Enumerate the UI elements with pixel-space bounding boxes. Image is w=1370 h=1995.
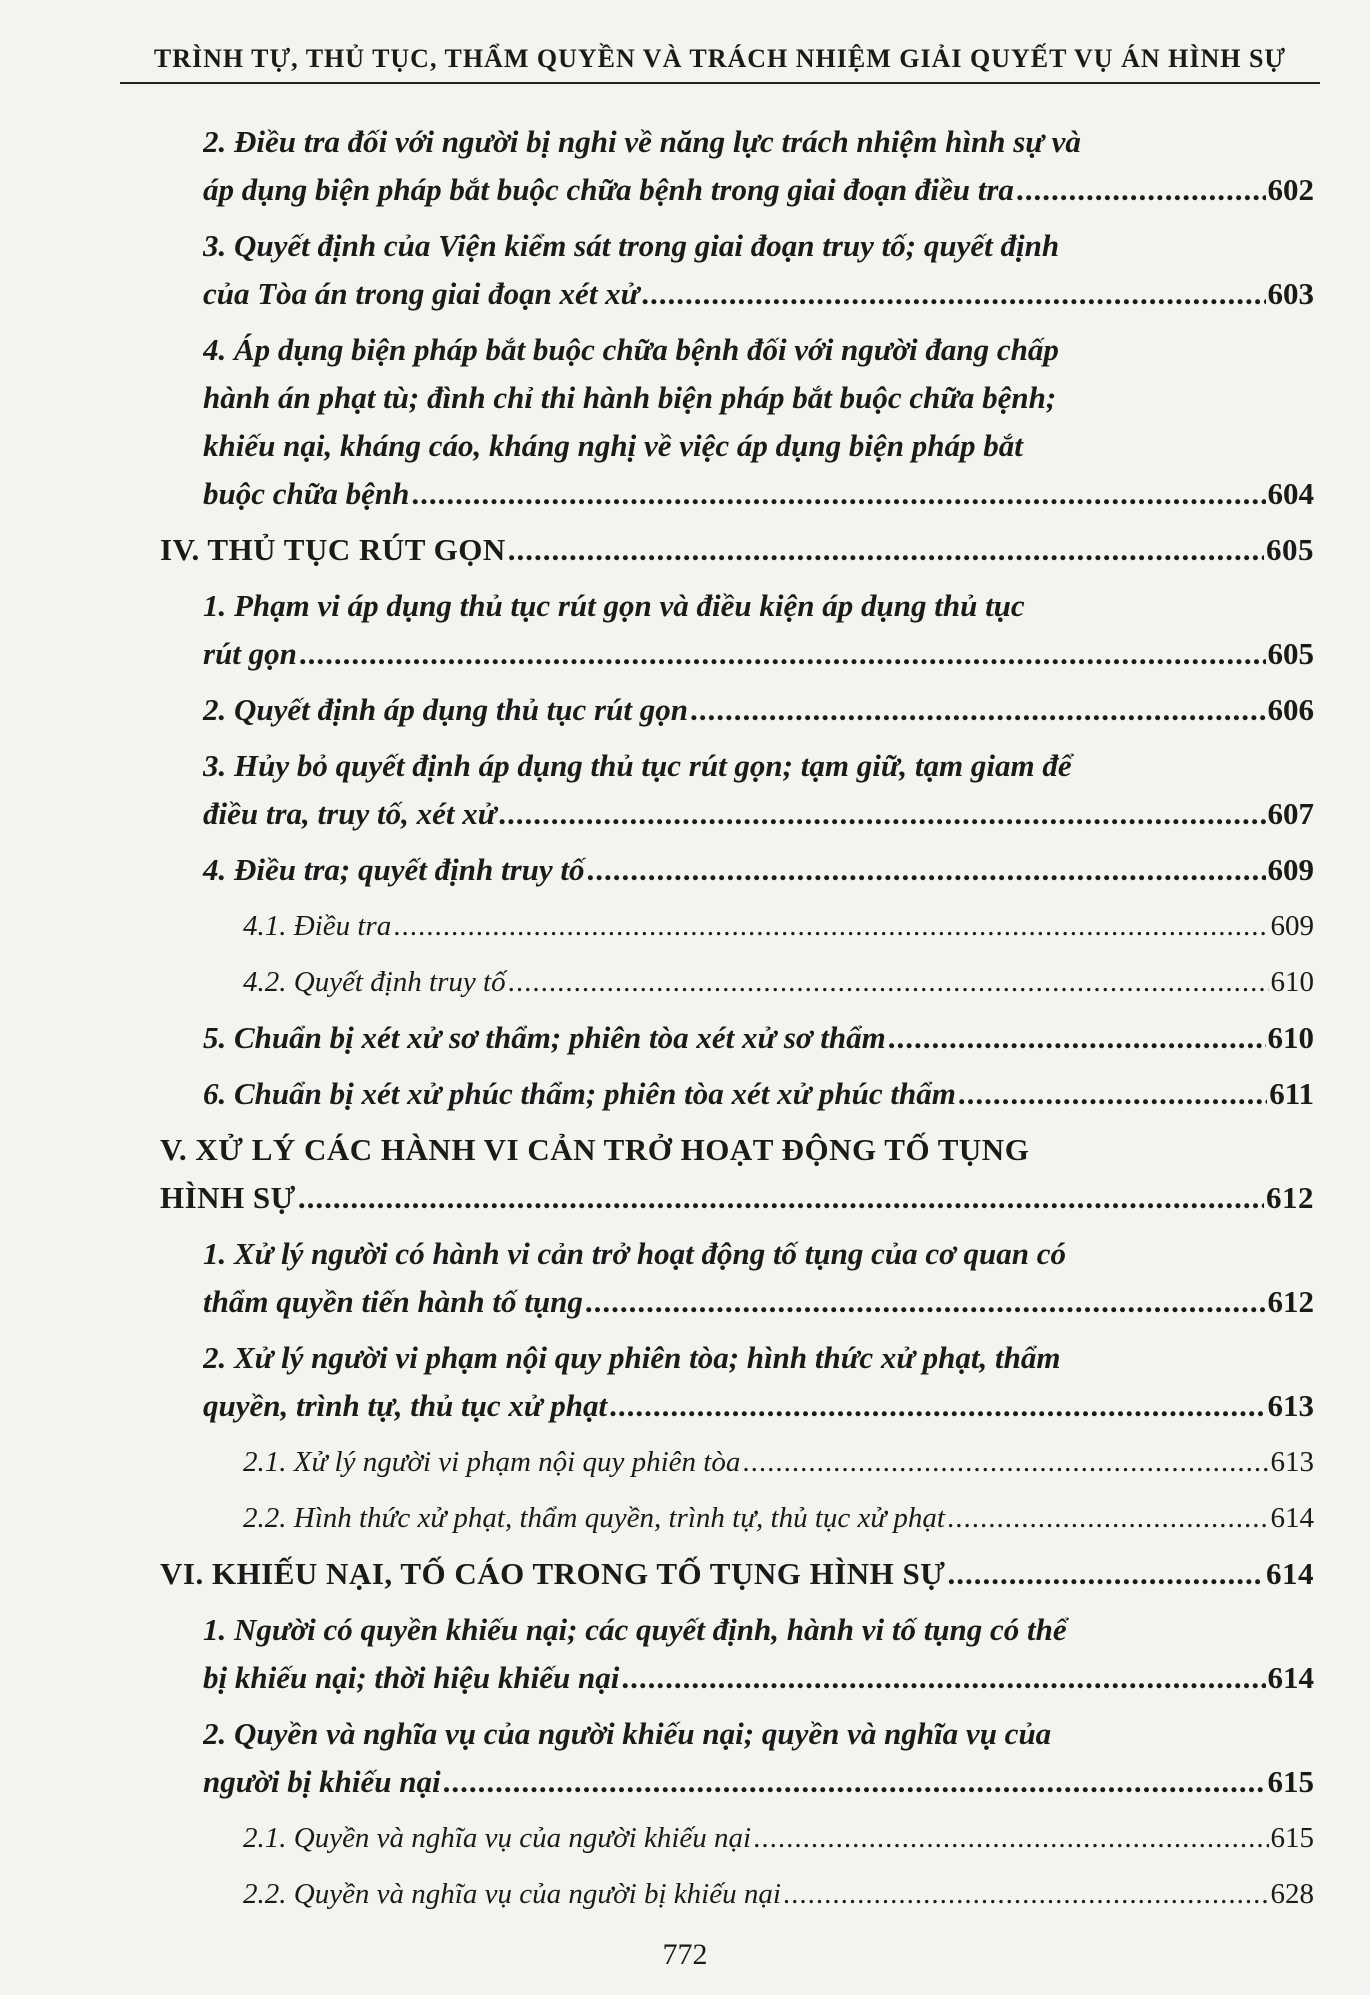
- toc-entry-line: 2. Xử lý người vi phạm nội quy phiên tòa; hình thức xử phạt, thẩm: [203, 1340, 1061, 1375]
- toc-entry-last-line: [160, 1174, 1314, 1222]
- toc-entry-last-line: [203, 1278, 1314, 1326]
- dot-leader: [299, 630, 1266, 678]
- toc-page-number: 609: [1270, 910, 1314, 942]
- toc-subsubsection-entry: [0, 1438, 1370, 1486]
- toc-entry-line: 3. Quyết định của Viện kiểm sát trong giai đoạn truy tố; quyết định: [203, 228, 1060, 263]
- toc-page-number: 609: [1267, 852, 1314, 887]
- toc-subsection-entry: [0, 1070, 1370, 1118]
- toc-page-number: 606: [1267, 692, 1314, 727]
- page-number: 772: [662, 1938, 708, 1971]
- toc-entry-last-line: [160, 1550, 1314, 1598]
- dot-leader: [587, 846, 1266, 894]
- toc-entry-title: 2.2. Hình thức xử phạt, thẩm quyền, trình tự, thủ tục xử phạt: [243, 1502, 945, 1534]
- toc-entry-title: 2.1. Xử lý người vi phạm nội quy phiên tòa: [243, 1446, 741, 1478]
- toc-entry-title: 4. Điều tra; quyết định truy tố: [203, 852, 585, 887]
- toc-entry-line: 4. Áp dụng biện pháp bắt buộc chữa bệnh đối với người đang chấp: [203, 332, 1059, 367]
- toc-entry-title: HÌNH SỰ: [160, 1180, 296, 1215]
- toc-subsubsection-entry: [0, 958, 1370, 1006]
- toc-entry-last-line: [243, 1438, 1314, 1486]
- toc-entry-last-line: [203, 846, 1314, 894]
- toc-subsection-entry: [0, 326, 1370, 518]
- toc-entry-last-line: [243, 1870, 1314, 1918]
- toc-page-number: 615: [1270, 1822, 1314, 1854]
- toc-entry-title: của Tòa án trong giai đoạn xét xử: [203, 276, 640, 311]
- toc-section-entry: [0, 1550, 1370, 1598]
- toc-entry-last-line: [203, 1758, 1314, 1806]
- toc-page-number: 603: [1267, 276, 1314, 311]
- toc-page-number: 605: [1267, 636, 1314, 671]
- toc-entry-last-line: [203, 1070, 1314, 1118]
- toc-entry-last-line: [203, 686, 1314, 734]
- toc-subsection-entry: [0, 742, 1370, 838]
- toc-entry-line: khiếu nại, kháng cáo, kháng nghị về việc áp dụng biện pháp bắt: [203, 428, 1023, 463]
- toc-entry-title: 2. Quyết định áp dụng thủ tục rút gọn: [203, 692, 688, 727]
- toc-subsubsection-entry: [0, 902, 1370, 950]
- dot-leader: [585, 1278, 1266, 1326]
- dot-leader: [690, 686, 1266, 734]
- toc-page-number: 610: [1270, 966, 1314, 998]
- toc-subsubsection-entry: [0, 1814, 1370, 1862]
- toc-section-entry: [0, 1126, 1370, 1222]
- toc-entry-last-line: [243, 1814, 1314, 1862]
- toc-entry-title: 2.1. Quyền và nghĩa vụ của người khiếu nại: [243, 1822, 752, 1854]
- dot-leader: [947, 1494, 1269, 1542]
- toc-entry-line: V. XỬ LÝ CÁC HÀNH VI CẢN TRỞ HOẠT ĐỘNG TỐ TỤNG: [160, 1132, 1030, 1167]
- toc-entry-last-line: [243, 1494, 1314, 1542]
- toc-subsection-entry: [0, 1334, 1370, 1430]
- toc-subsection-entry: [0, 1606, 1370, 1702]
- toc-entry-title: 6. Chuẩn bị xét xử phúc thẩm; phiên tòa xét xử phúc thẩm: [203, 1076, 956, 1111]
- toc-entry-title: 4.2. Quyết định truy tố: [243, 966, 506, 998]
- toc-entry-title: 5. Chuẩn bị xét xử sơ thẩm; phiên tòa xét xử sơ thẩm: [203, 1020, 886, 1055]
- toc-entry-last-line: [160, 526, 1314, 574]
- toc-entry-line: 2. Quyền và nghĩa vụ của người khiếu nại; quyền và nghĩa vụ của: [203, 1716, 1052, 1751]
- toc-entry-last-line: [203, 1382, 1314, 1430]
- dot-leader: [443, 1758, 1266, 1806]
- toc-entry-line: 1. Người có quyền khiếu nại; các quyết định, hành vi tố tụng có thể: [203, 1612, 1067, 1647]
- dot-leader: [947, 1550, 1264, 1598]
- toc-page-number: 605: [1266, 532, 1314, 567]
- toc-page-number: 607: [1267, 796, 1314, 831]
- toc-entry-last-line: [203, 630, 1314, 678]
- toc-entry-line: 1. Phạm vi áp dụng thủ tục rút gọn và điều kiện áp dụng thủ tục: [203, 588, 1025, 623]
- dot-leader: [1016, 166, 1266, 214]
- toc-entry-last-line: [243, 902, 1314, 950]
- toc-subsection-entry: [0, 1014, 1370, 1062]
- dot-leader: [958, 1070, 1267, 1118]
- toc-subsection-entry: [0, 118, 1370, 214]
- toc-entry-title: buộc chữa bệnh: [203, 476, 410, 511]
- dot-leader: [621, 1654, 1265, 1702]
- dot-leader: [742, 1438, 1268, 1486]
- toc-entry-title: người bị khiếu nại: [203, 1764, 441, 1799]
- toc-page-number: 614: [1270, 1502, 1314, 1534]
- toc-page-number: 613: [1270, 1446, 1314, 1478]
- toc-entry-title: thẩm quyền tiến hành tố tụng: [203, 1284, 583, 1319]
- toc-entry-line: hành án phạt tù; đình chỉ thi hành biện pháp bắt buộc chữa bệnh;: [203, 380, 1057, 415]
- toc-page-number: 614: [1266, 1556, 1314, 1591]
- toc-page-number: 604: [1267, 476, 1314, 511]
- toc-entry-title: áp dụng biện pháp bắt buộc chữa bệnh trong giai đoạn điều tra: [203, 172, 1014, 207]
- toc-entry-title: bị khiếu nại; thời hiệu khiếu nại: [203, 1660, 620, 1695]
- toc-entry-last-line: [203, 166, 1314, 214]
- toc-entry-last-line: [203, 1014, 1314, 1062]
- toc-entry-title: quyền, trình tự, thủ tục xử phạt: [203, 1388, 608, 1423]
- toc-entry-last-line: [203, 270, 1314, 318]
- running-header: TRÌNH TỰ, THỦ TỤC, THẨM QUYỀN VÀ TRÁCH NHIỆM GIẢI QUYẾT VỤ ÁN HÌNH SỰ: [153, 44, 1287, 73]
- toc-page-number: 613: [1267, 1388, 1314, 1423]
- toc-entry-line: 2. Điều tra đối với người bị nghi về năng lực trách nhiệm hình sự và: [203, 124, 1081, 159]
- dot-leader: [508, 526, 1264, 574]
- toc-page-number: 614: [1267, 1660, 1314, 1695]
- toc-entry-title: VI. KHIẾU NẠI, TỐ CÁO TRONG TỐ TỤNG HÌNH SỰ: [160, 1556, 946, 1591]
- toc-page-number: 610: [1267, 1020, 1314, 1055]
- toc-entry-last-line: [243, 958, 1314, 1006]
- dot-leader: [498, 790, 1265, 838]
- toc-entry-title: điều tra, truy tố, xét xử: [203, 796, 497, 831]
- dot-leader: [411, 470, 1265, 518]
- toc-entry-title: rút gọn: [203, 636, 297, 671]
- toc-subsection-entry: [0, 222, 1370, 318]
- toc-page-number: 612: [1266, 1180, 1314, 1215]
- toc-subsubsection-entry: [0, 1870, 1370, 1918]
- toc-entry-title: IV. THỦ TỤC RÚT GỌN: [160, 532, 506, 567]
- toc-page-number: 628: [1270, 1878, 1314, 1910]
- toc-subsection-entry: [0, 1710, 1370, 1806]
- table-of-contents: [0, 118, 1370, 1926]
- toc-page-number: 615: [1267, 1764, 1314, 1799]
- toc-subsection-entry: [0, 1230, 1370, 1326]
- toc-entry-last-line: [203, 1654, 1314, 1702]
- toc-entry-line: 1. Xử lý người có hành vi cản trở hoạt động tố tụng của cơ quan có: [203, 1236, 1067, 1271]
- dot-leader: [609, 1382, 1265, 1430]
- toc-subsection-entry: [0, 846, 1370, 894]
- dot-leader: [753, 1814, 1268, 1862]
- toc-entry-line: 3. Hủy bỏ quyết định áp dụng thủ tục rút gọn; tạm giữ, tạm giam để: [203, 748, 1072, 783]
- dot-leader: [393, 902, 1268, 950]
- toc-page-number: 611: [1269, 1076, 1314, 1111]
- toc-section-entry: [0, 526, 1370, 574]
- toc-subsubsection-entry: [0, 1494, 1370, 1542]
- toc-page-number: 612: [1267, 1284, 1314, 1319]
- toc-entry-title: 2.2. Quyền và nghĩa vụ của người bị khiếu nại: [243, 1878, 781, 1910]
- dot-leader: [888, 1014, 1266, 1062]
- dot-leader: [508, 958, 1269, 1006]
- dot-leader: [641, 270, 1265, 318]
- toc-subsection-entry: [0, 582, 1370, 678]
- toc-entry-last-line: [203, 470, 1314, 518]
- toc-subsection-entry: [0, 686, 1370, 734]
- toc-entry-title: 4.1. Điều tra: [243, 910, 392, 942]
- dot-leader: [298, 1174, 1264, 1222]
- toc-page-number: 602: [1267, 172, 1314, 207]
- header-divider: [120, 82, 1320, 84]
- dot-leader: [783, 1870, 1269, 1918]
- toc-entry-last-line: [203, 790, 1314, 838]
